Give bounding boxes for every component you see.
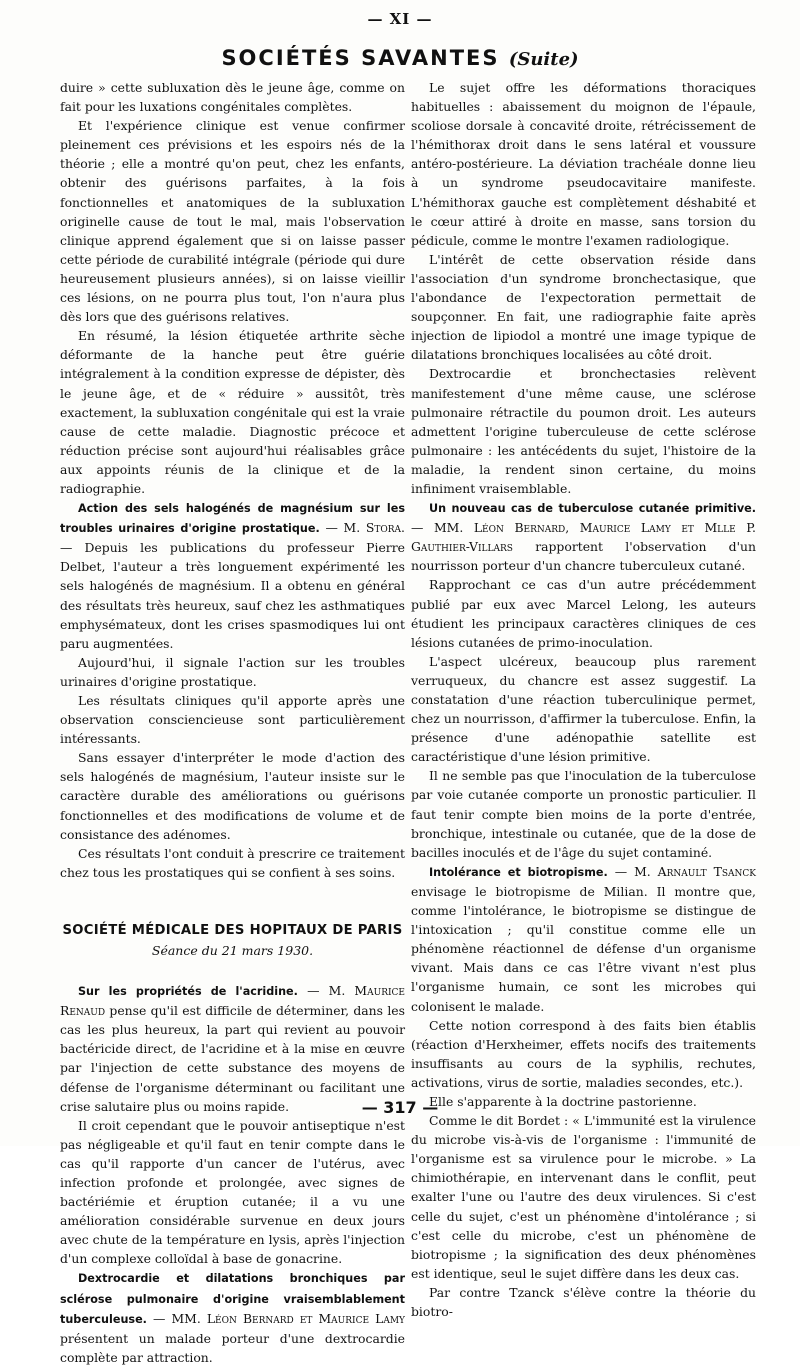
paragraph: Par contre Tzanck s'élève contre la théorie du biotro-	[411, 1284, 756, 1319]
paragraph: En résumé, la lésion étiquetée arthrite sèche déformante de la hanche peut être guérie intégralement à la condition expresse de dépister, dès le jeune âge, et de « réduire » aussitôt, très exactement, la subluxation congénitale qui est la vraie cause de cette maladie. Diagnostic précoce et réduction précise sont aujourd'hui réalisables grâce aux appoints réunis de la clinique et de la radiographie.	[60, 328, 405, 496]
article-body: rapportent l'observation d'un nourrisson porteur d'un chancre tuberculeux cutané.	[411, 539, 756, 574]
paragraph: Elle s'apparente à la doctrine pastorienne.	[429, 1093, 697, 1109]
paragraph: Les résultats cliniques qu'il apporte après une observation consciencieuse sont particulièrement intéressants.	[60, 693, 405, 747]
section-date: Séance du 21 mars 1930.	[151, 942, 314, 958]
paragraph: Comme le dit Bordet : « L'immunité est la virulence du microbe vis-à-vis de l'organisme : l'immunité de l'organisme est sa virulence pour le microbe. » La chimiothérapie, en intervenant dans le conflit, peut exalter l'une ou l'autre des deux virulences. Si c'est celle du sujet, c'est un phénomène d'intolérance ; si c'est celle du microbe, c'est un phénomène de biotropisme ; la signification des deux phénomènes est identique, seul le sujet diffère dans les deux cas.	[411, 1113, 756, 1281]
article-author: — MM. Léon Bernard, Maurice Lamy et Mlle P. Gauthier-Villars	[411, 520, 756, 555]
article-author: — M. Maurice Renaud	[60, 983, 405, 1019]
article-title: Sur les propriétés de l'acridine.	[78, 985, 298, 999]
paragraph: Il ne semble pas que l'inoculation de la tuberculose par voie cutanée comporte un pronostic particulier. Il faut tenir compte bien moins de la porte d'entrée, bronchique, intestinale ou cutanée, que de la dose de bacilles inoculés et de l'âge du sujet contaminé.	[411, 768, 756, 860]
running-head-suffix: (Suite)	[508, 49, 579, 70]
article-entry-stora	[60, 498, 405, 653]
paragraph: Ces résultats l'ont conduit à prescrire ce traitement chez tous les prostatiques qui se confient à ses soins.	[60, 845, 405, 880]
paragraph: Le sujet offre les déformations thoraciques habituelles : abaissement du moignon de l'épaule, scoliose dorsale à concavité droite, rétrécissement de l'hémithorax droit dans le sens latéral et voussure antéro-postérieure. La déviation trachéale donne lieu à un syndrome pseudocavitaire manifeste. L'hémithorax gauche est complètement déshabité et le cœur attiré à droite en masse, sans torsion du pédicule, comme le montre l'examen radiologique.	[411, 80, 756, 248]
article-body: présentent un malade porteur d'une dextrocardie complète par attraction.	[60, 1330, 405, 1365]
article-body: — Depuis les publications du professeur Pierre Delbet, l'auteur a très longuement expérimenté les sels halogénés de magnésium. Il a obtenu en général des résultats très heureux, sauf chez les asthmatiques emphysémateux, dont les crises spasmodiques lui ont paru augmentées.	[60, 540, 405, 651]
article-author: — MM. Léon Bernard et Maurice Lamy	[152, 1310, 405, 1326]
paragraph: Rapprochant ce cas d'un autre précédemment publié par eux avec Marcel Lelong, les auteurs étudient les principaux caractères cliniques de ces lésions cutanées de primo-inoculation.	[411, 577, 756, 650]
paragraph: L'intérêt de cette observation réside dans l'association d'un syndrome bronchectasique, que l'abondance de l'expectoration permettait de soupçonner. En fait, une radiographie faite après injection de lipiodol a montré une image typique de dilatations bronchiques localisées au côté droit.	[411, 251, 756, 363]
paragraph: L'aspect ulcéreux, beaucoup plus rarement verruqueux, du chancre est assez suggestif. La constatation d'une réaction tuberculinique permet, chez un nourrisson, d'affirmer la tuberculose. Enfin, la présence d'une adénopathie satellite est caractéristique d'une lésion primitive.	[411, 653, 756, 765]
article-body: pense qu'il est difficile de déterminer, dans les cas les plus heureux, la part qui revient au pouvoir bactéricide direct, de l'acridine et à la mise en œuvre par l'injection de cette substance des moyens de défense de l'organisme déterminant ou facilitant une crise salutaire plus ou moins rapide.	[60, 1003, 405, 1114]
paragraph: Il croit cependant que le pouvoir antiseptique n'est pas négligeable et qu'il faut en tenir compte dans le cas qu'il rapporte d'un cancer de l'utérus, avec infection profonde et prolongée, avec signes de bactériémie et éruption cutanée; il a vu une amélioration considérable survenue en deux jours avec chute de la température en lysis, après l'injection d'un complexe colloïdal à base de gonacrine.	[60, 1117, 405, 1267]
article-body: envisage le biotropisme de Milian. Il montre que, comme l'intolérance, le biotropisme se distingue de l'intoxication ; qu'il constitue comme elle un phénomène réactionnel de défense d'un organisme vivant. Mais dans ce cas l'être vivant n'est plus l'organisme humain, ce sont les microbes qui colonisent le malade.	[411, 883, 756, 1014]
article-entry-biotropisme	[411, 862, 756, 1016]
paragraph: duire » cette subluxation dès le jeune âge, comme on fait pour les luxations congénitales complètes.	[60, 80, 405, 115]
running-head	[0, 46, 800, 70]
article-entry-acridine	[60, 981, 405, 1116]
article-title: Intolérance et biotropisme.	[429, 865, 608, 879]
article-entry-tuberculose	[411, 498, 756, 575]
roman-page-number: — XI —	[367, 10, 433, 28]
article-title: Dextrocardie et dilatations bronchiques par sclérose pulmonaire d'origine vraisemblablement tuberculeuse.	[60, 1272, 405, 1326]
paragraph: Aujourd'hui, il signale l'action sur les troubles urinaires d'origine prostatique.	[60, 654, 405, 689]
article-author: — M. Stora.	[325, 520, 405, 536]
article-author: — M. Arnault Tsanck	[614, 863, 756, 879]
paragraph: Dextrocardie et bronchectasies relèvent manifestement d'une même cause, une sclérose pulmonaire rétractile du poumon droit. Les auteurs admettent l'origine tuberculeuse de cette sclérose pulmonaire : les antécédents du sujet, l'histoire de la maladie, la rendent sinon certaine, du moins infiniment vraisemblable.	[411, 366, 756, 496]
article-entry-dextrocardie	[60, 1268, 405, 1366]
article-title: Action des sels halogénés de magnésium sur les troubles urinaires d'origine prostatique.	[60, 502, 405, 536]
page-number: — 317 —	[361, 1098, 439, 1117]
paragraph: Et l'expérience clinique est venue confirmer pleinement ces prévisions et les espoirs nés de la théorie ; elle a montré qu'on peut, chez les enfants, obtenir des guérisons parfaites, à la fois fonctionnelles et anatomiques de la subluxation originelle cause de tout le mal, mais l'observation clinique apprend également que si on laisse passer cette période de curabilité intégrale (période qui dure heureusement plusieurs années), si on laisse vieillir ces lésions, on ne pourra plus tout, l'on n'aura plus dès lors que des guérisons relatives.	[60, 118, 405, 325]
left-column	[60, 78, 405, 1367]
paragraph: Cette notion correspond à des faits bien établis (réaction d'Herxheimer, effets nocifs des traitements insuffisants au cours de la syphilis, rechutes, activations, virus de sortie, maladies secondes, etc.).	[411, 1017, 756, 1090]
article-title: Un nouveau cas de tuberculose cutanée primitive.	[429, 502, 756, 516]
paragraph: Sans essayer d'interpréter le mode d'action des sels halogénés de magnésium, l'auteur insiste sur le caractère durable des améliorations ou guérisons fonctionnelles et des modifications de volume et de consistance des adénomes.	[60, 750, 405, 842]
right-column	[411, 78, 756, 1321]
running-head-title: SOCIÉTÉS SAVANTES	[221, 46, 500, 70]
section-heading: SOCIÉTÉ MÉDICALE DES HOPITAUX DE PARIS	[62, 922, 403, 938]
